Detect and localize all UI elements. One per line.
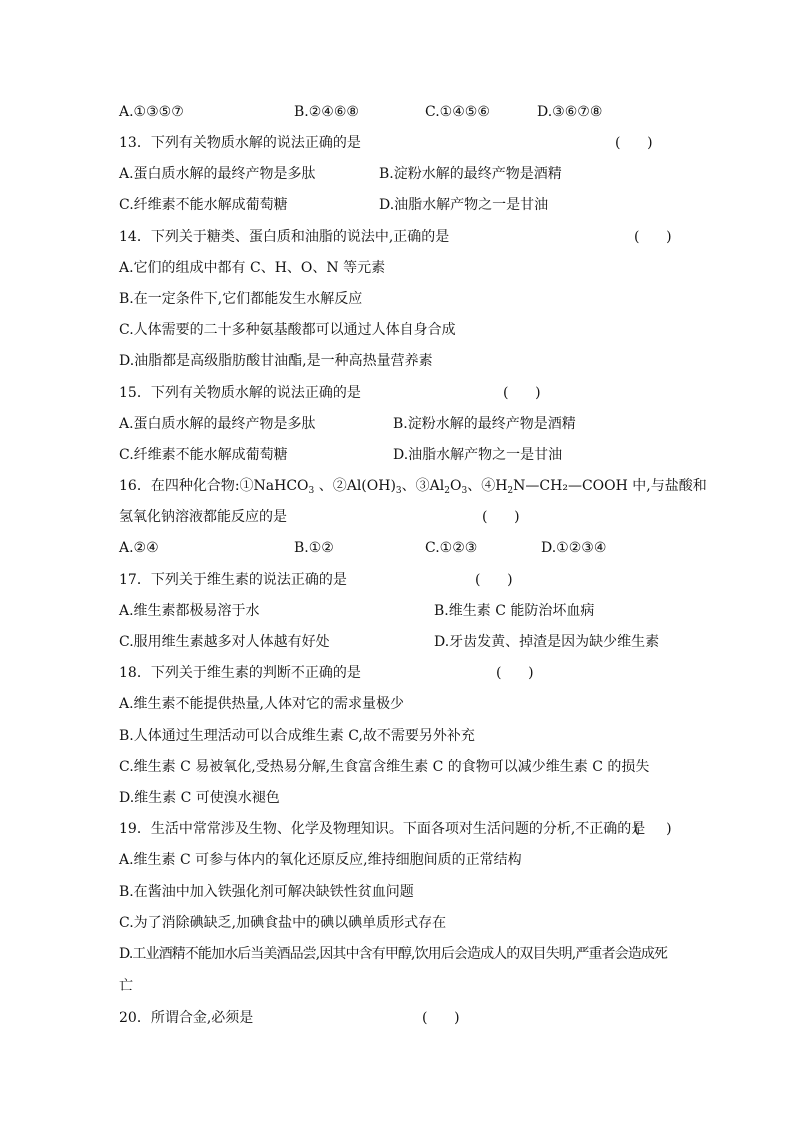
q18-stem: 18．下列关于维生素的判断不正确的是 (119, 665, 361, 681)
q15-option-c: C.纤维素不能水解成葡萄糖 (119, 447, 288, 463)
q17-option-c: C.服用维生素越多对人体越有好处 (119, 634, 330, 650)
q17-answer-blank: ( ) (475, 572, 513, 588)
q14-option-d: D.油脂都是高级脂肪酸甘油酯,是一种高热量营养素 (119, 353, 433, 369)
q15-answer-blank: ( ) (503, 385, 541, 401)
q13-option-d: D.油脂水解产物之一是甘油 (379, 197, 549, 213)
q13-option-c: C.纤维素不能水解成葡萄糖 (119, 197, 288, 213)
q17-option-a: A.维生素都极易溶于水 (119, 603, 260, 619)
q19-option-d-continued: 亡 (119, 978, 133, 994)
q14-option-c: C.人体需要的二十多种氨基酸都可以通过人体自身合成 (119, 322, 456, 338)
q20-answer-blank: ( ) (422, 1010, 460, 1026)
q13-option-b: B.淀粉水解的最终产物是酒精 (379, 166, 562, 182)
q19-option-a: A.维生素 C 可参与体内的氧化还原反应,维持细胞间质的正常结构 (119, 852, 522, 868)
q16-option-c: C.①②③ (425, 540, 478, 556)
q19-option-b: B.在酱油中加入铁强化剂可解决缺铁性贫血问题 (119, 884, 414, 900)
q18-option-c: C.维生素 C 易被氧化,受热易分解,生食富含维生素 C 的食物可以减少维生素 C 的损失 (119, 759, 650, 775)
q15-option-d: D.油脂水解产物之一是甘油 (393, 447, 563, 463)
q18-option-b: B.人体通过生理活动可以合成维生素 C,故不需要另外补充 (119, 728, 475, 744)
q14-stem: 14．下列关于糖类、蛋白质和油脂的说法中,正确的是 (119, 229, 450, 245)
q12-option-b: B.②④⑥⑧ (294, 104, 359, 120)
q18-option-a: A.维生素不能提供热量,人体对它的需求量极少 (119, 696, 405, 712)
q13-stem: 13．下列有关物质水解的说法正确的是 (119, 135, 361, 151)
q16-answer-blank: ( ) (482, 509, 520, 525)
q14-answer-blank: ( ) (634, 229, 672, 245)
q17-option-d: D.牙齿发黄、掉渣是因为缺少维生素 (434, 634, 660, 650)
q16-stem-line2: 氢氧化钠溶液都能反应的是 (119, 509, 287, 525)
q16-option-b: B.①② (294, 540, 334, 556)
q15-stem: 15．下列有关物质水解的说法正确的是 (119, 385, 361, 401)
q16-option-a: A.②④ (119, 540, 159, 556)
q19-option-d: D.工业酒精不能加水后当美酒品尝,因其中含有甲醇,饮用后会造成人的双目失明,严重者会造成死 (119, 946, 668, 962)
q18-option-d: D.维生素 C 可使溴水褪色 (119, 790, 280, 806)
q12-option-a: A.①③⑤⑦ (119, 104, 184, 120)
q19-stem: 19．生活中常常涉及生物、化学及物理知识。下面各项对生活问题的分析,不正确的是 (119, 821, 646, 837)
q17-option-b: B.维生素 C 能防治坏血病 (434, 603, 595, 619)
q14-option-b: B.在一定条件下,它们都能发生水解反应 (119, 291, 363, 307)
q19-option-c: C.为了消除碘缺乏,加碘食盐中的碘以碘单质形式存在 (119, 915, 447, 931)
q20-stem: 20．所谓合金,必须是 (119, 1010, 254, 1026)
q13-answer-blank: ( ) (615, 135, 653, 151)
q18-answer-blank: ( ) (496, 665, 534, 681)
q16-stem: 16．在四种化合物:①NaHCO$_3$ 、$②Al(OH)_3$、$③Al_2O_3$、$④H_2N—CH_2—COOH$ 中,与盐酸和 (119, 478, 707, 496)
q14-option-a: A.它们的组成中都有 C、H、O、N 等元素 (119, 260, 386, 276)
q17-stem: 17．下列关于维生素的说法正确的是 (119, 572, 347, 588)
q19-answer-blank: ( ) (634, 821, 672, 837)
q16-option-d: D.①②③④ (541, 540, 607, 556)
q13-option-a: A.蛋白质水解的最终产物是多肽 (119, 166, 316, 182)
q12-option-d: D.③⑥⑦⑧ (537, 104, 603, 120)
q15-option-a: A.蛋白质水解的最终产物是多肽 (119, 416, 316, 432)
q15-option-b: B.淀粉水解的最终产物是酒精 (393, 416, 576, 432)
q12-option-c: C.①④⑤⑥ (425, 104, 490, 120)
